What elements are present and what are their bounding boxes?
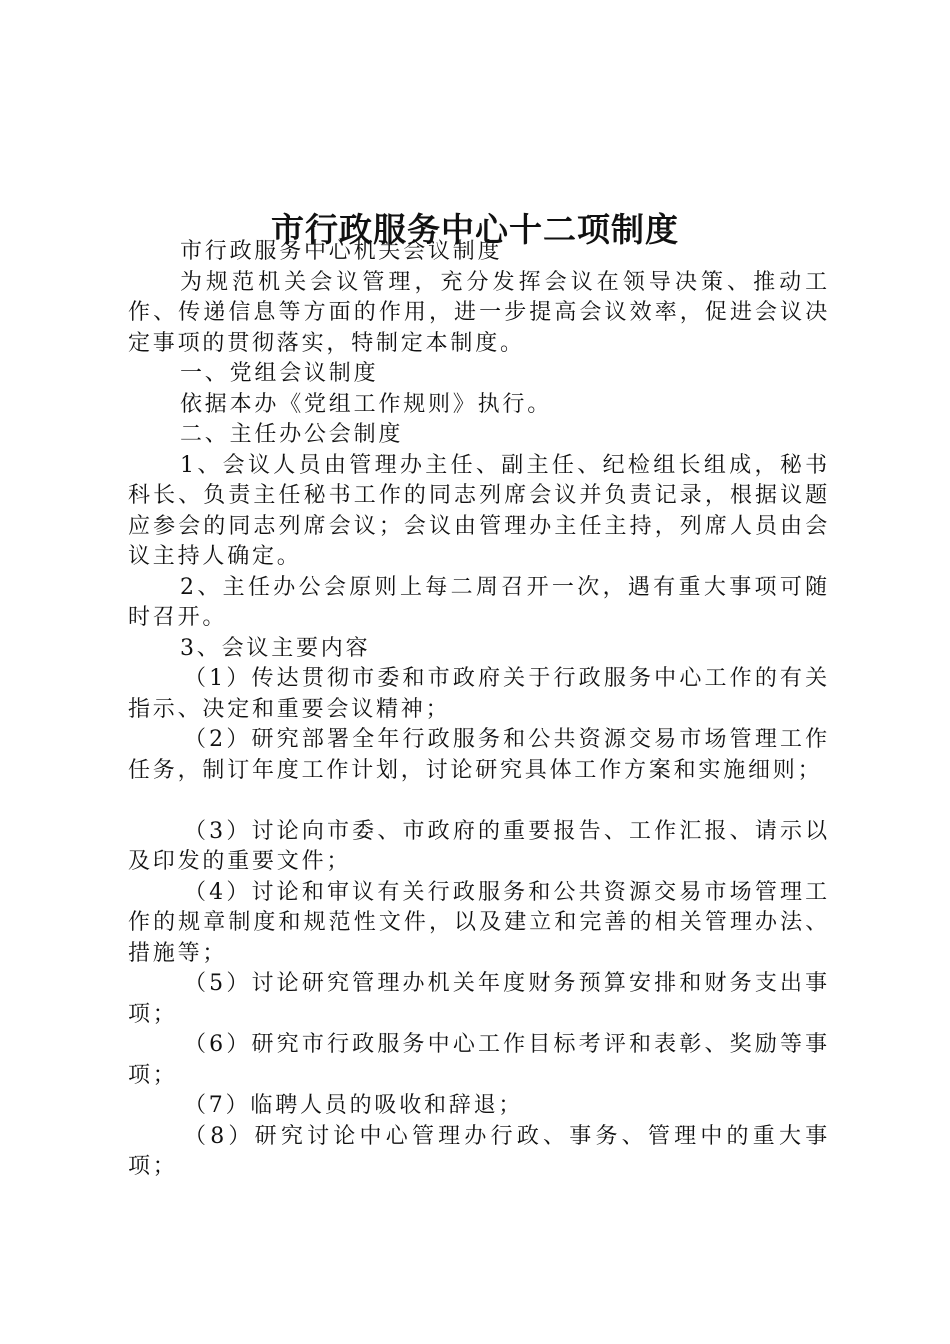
list-item: （5）讨论研究管理办机关年度财务预算安排和财务支出事项；: [128, 971, 830, 1027]
paragraph: 为规范机关会议管理，充分发挥会议在领导决策、推动工作、传递信息等方面的作用，进一步提高会议效率，促进会议决定事项的贯彻落实，特制定本制度。: [128, 269, 830, 356]
list-item: （8）研究讨论中心管理办行政、事务、管理中的重大事项；: [128, 1123, 830, 1179]
list-item: （6）研究市行政服务中心工作目标考评和表彰、奖励等事项；: [128, 1032, 830, 1088]
list-item: （1）传达贯彻市委和市政府关于行政服务中心工作的有关指示、决定和重要会议精神；: [128, 666, 830, 722]
section-heading: 3、会议主要内容: [180, 635, 371, 661]
section-heading: 市行政服务中心机关会议制度: [180, 239, 503, 264]
list-item: （4）讨论和审议有关行政服务和公共资源交易市场管理工作的规章制度和规范性文件，以及建立和完善的相关管理办法、措施等；: [128, 879, 830, 966]
document-body: [128, 237, 830, 1183]
paragraph: 1、会议人员由管理办主任、副主任、纪检组长组成，秘书科长、负责主任秘书工作的同志列席会议并负责记录，根据议题应参会的同志列席会议；会议由管理办主任主持，列席人员由会议主持人确定。: [128, 452, 830, 569]
list-item: （3）讨论向市委、市政府的重要报告、工作汇报、请示以及印发的重要文件；: [128, 818, 830, 874]
section-heading: 一、党组会议制度: [180, 361, 379, 386]
paragraph: 2、主任办公会原则上每二周召开一次，遇有重大事项可随时召开。: [128, 574, 830, 630]
paragraph: 依据本办《党组工作规则》执行。: [180, 391, 553, 417]
section-heading: 二、主任办公会制度: [180, 422, 404, 447]
document-title: 市行政服务中心十二项制度: [271, 210, 679, 250]
list-item: （2）研究部署全年行政服务和公共资源交易市场管理工作任务，制订年度工作计划，讨论研究具体工作方案和实施细则；: [128, 727, 830, 783]
list-item: （7）临聘人员的吸收和辞退；: [184, 1093, 524, 1118]
